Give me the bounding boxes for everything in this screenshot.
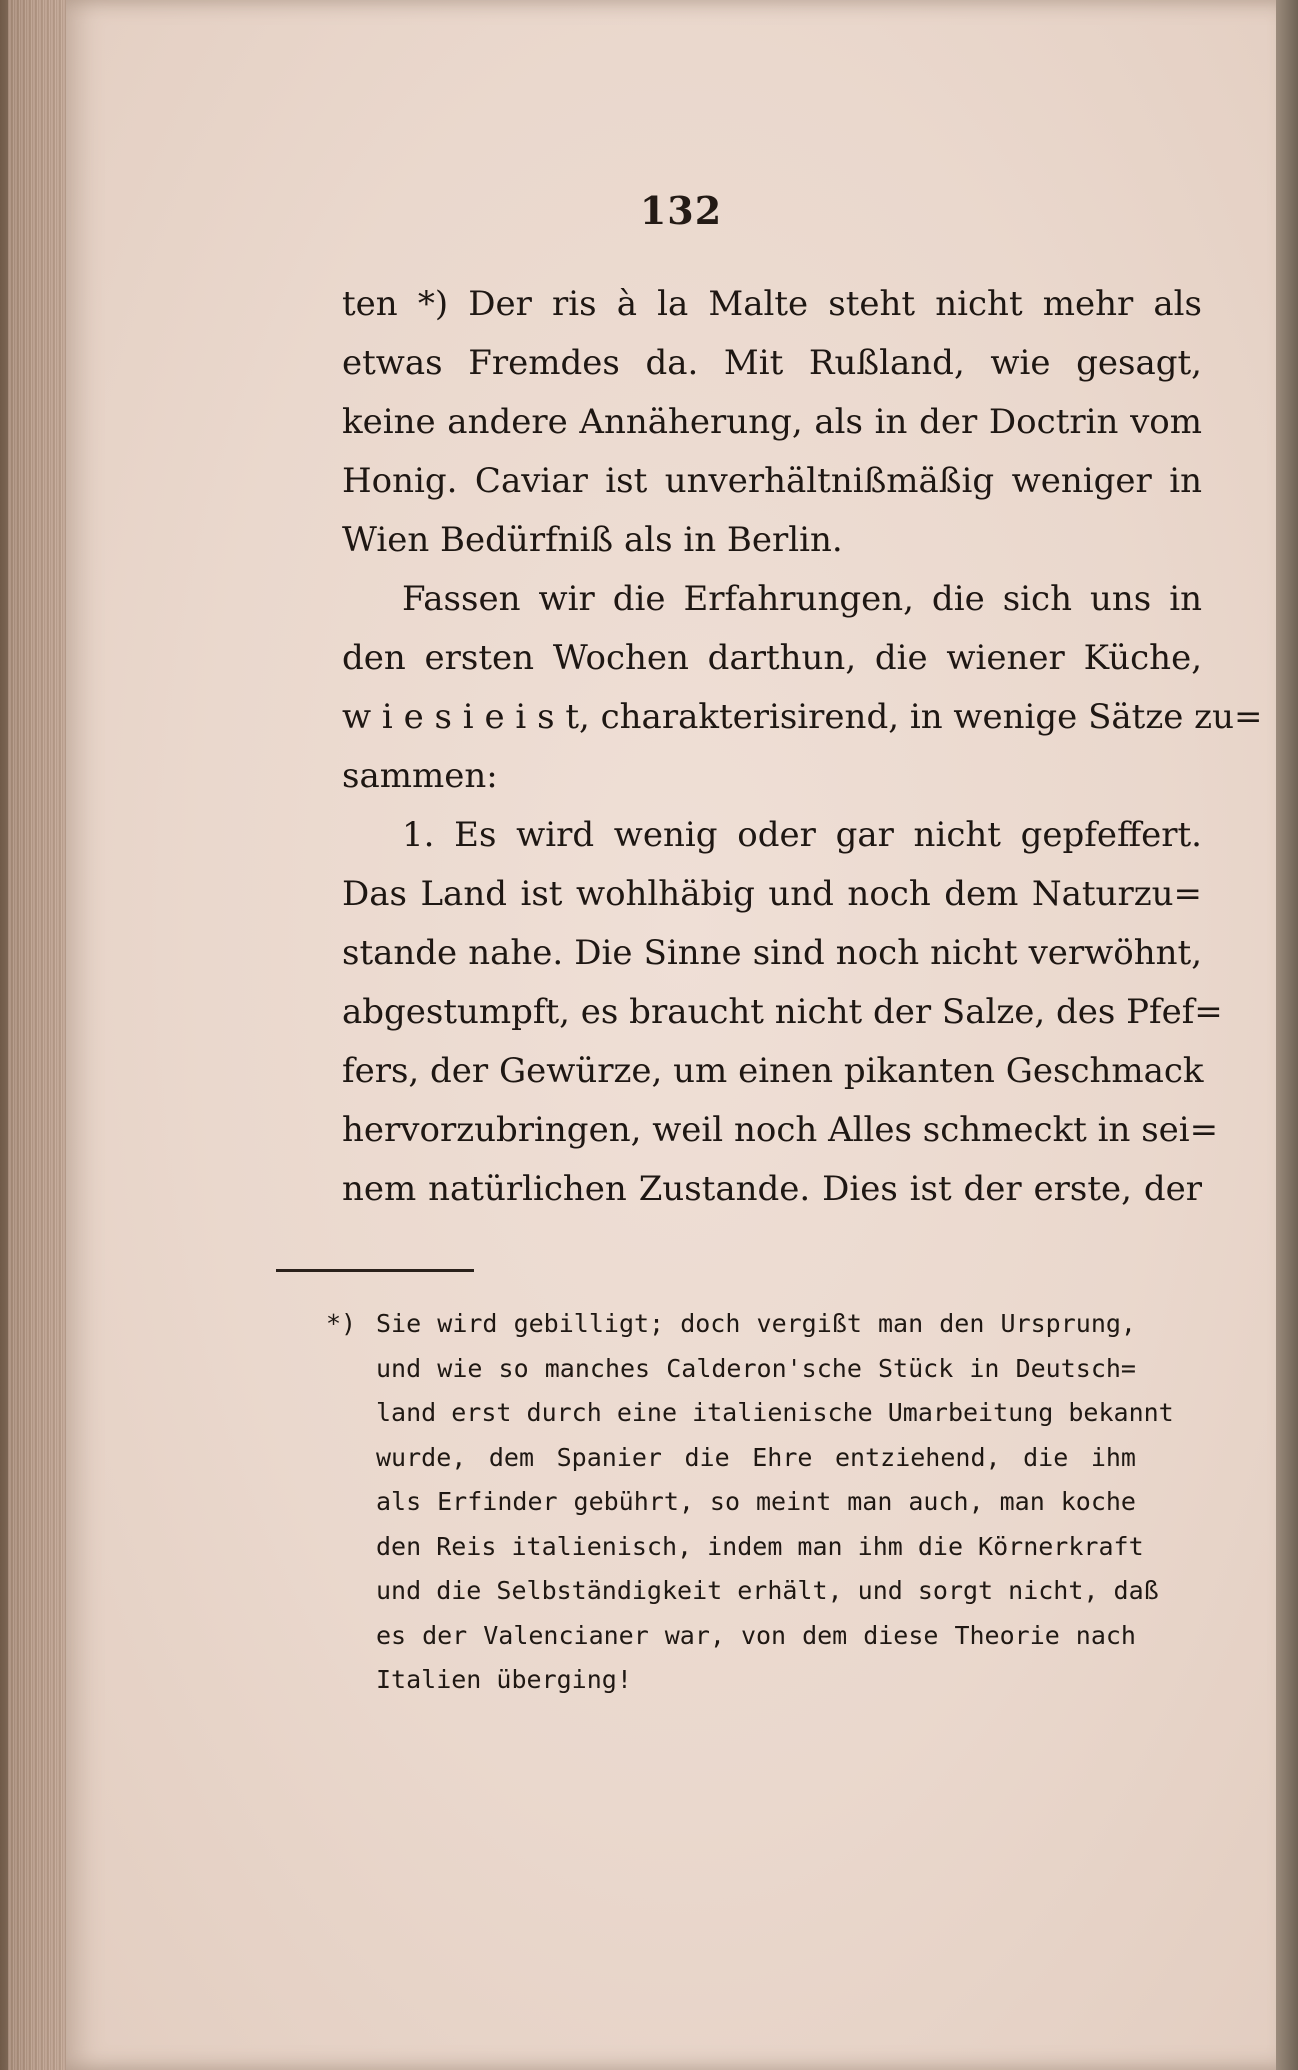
footnote-marker: *) — [326, 1309, 357, 1338]
book-page — [66, 0, 1296, 2070]
text-line: w i e s i e i s t, charakterisirend, in wenige Sätze zu= — [342, 697, 1263, 737]
text-line: hervorzubringen, weil noch Alles schmeckt in sei= — [342, 1110, 1219, 1150]
footnote-line: wurde, dem Spanier die Ehre entziehend, die ihm — [376, 1442, 1136, 1472]
text-line: Fassen wir die Erfahrungen, die sich uns in — [402, 579, 1202, 619]
footnote-separator — [276, 1269, 474, 1272]
footnote-line: und die Selbständigkeit erhält, und sorgt nicht, daß — [376, 1576, 1159, 1605]
footnote-line: den Reis italienisch, indem man ihm die Körnerkraft — [376, 1531, 1144, 1561]
text-line: etwas Fremdes da. Mit Rußland, wie gesagt, — [342, 343, 1202, 383]
page-edges — [8, 0, 66, 2070]
text-line: 1. Es wird wenig oder gar nicht gepfeffert. — [402, 815, 1202, 855]
footnote-line: Italien überging! — [376, 1665, 632, 1694]
footnote — [326, 1302, 1174, 1703]
text-line: keine andere Annäherung, als in der Doctrin vom — [342, 402, 1202, 442]
footnote-line: es der Valencianer war, von dem diese Theorie nach — [376, 1620, 1136, 1650]
footnote-line: Sie wird gebilligt; doch vergißt man den Ursprung, — [376, 1309, 1136, 1338]
footnote-line: als Erfinder gebührt, so meint man auch, man koche — [376, 1487, 1136, 1516]
text-line: ten *) Der ris à la Malte steht nicht mehr als — [342, 284, 1202, 324]
text-line: stande nahe. Die Sinne sind noch nicht verwöhnt, — [342, 933, 1202, 973]
text-line: fers, der Gewürze, um einen pikanten Geschmack — [342, 1051, 1204, 1091]
text-line: Das Land ist wohlhäbig und noch dem Naturzu= — [342, 874, 1202, 914]
text-line: abgestumpft, es braucht nicht der Salze, des Pfef= — [342, 992, 1223, 1032]
text-line: sammen: — [342, 756, 498, 796]
footnote-line: und wie so manches Calderon'sche Stück in Deutsch= — [376, 1353, 1136, 1383]
page-number: 132 — [639, 188, 723, 233]
text-line: den ersten Wochen darthun, die wiener Küche, — [342, 638, 1202, 678]
footnote-line: land erst durch eine italienische Umarbeitung bekannt — [376, 1398, 1174, 1427]
book-cover-edge — [1276, 0, 1298, 2070]
main-text-block — [342, 275, 1263, 1219]
text-line: Honig. Caviar ist unverhältnißmäßig weniger in — [342, 461, 1202, 501]
text-line: Wien Bedürfniß als in Berlin. — [342, 520, 843, 560]
text-line: nem natürlichen Zustande. Dies ist der erste, der — [342, 1169, 1202, 1209]
